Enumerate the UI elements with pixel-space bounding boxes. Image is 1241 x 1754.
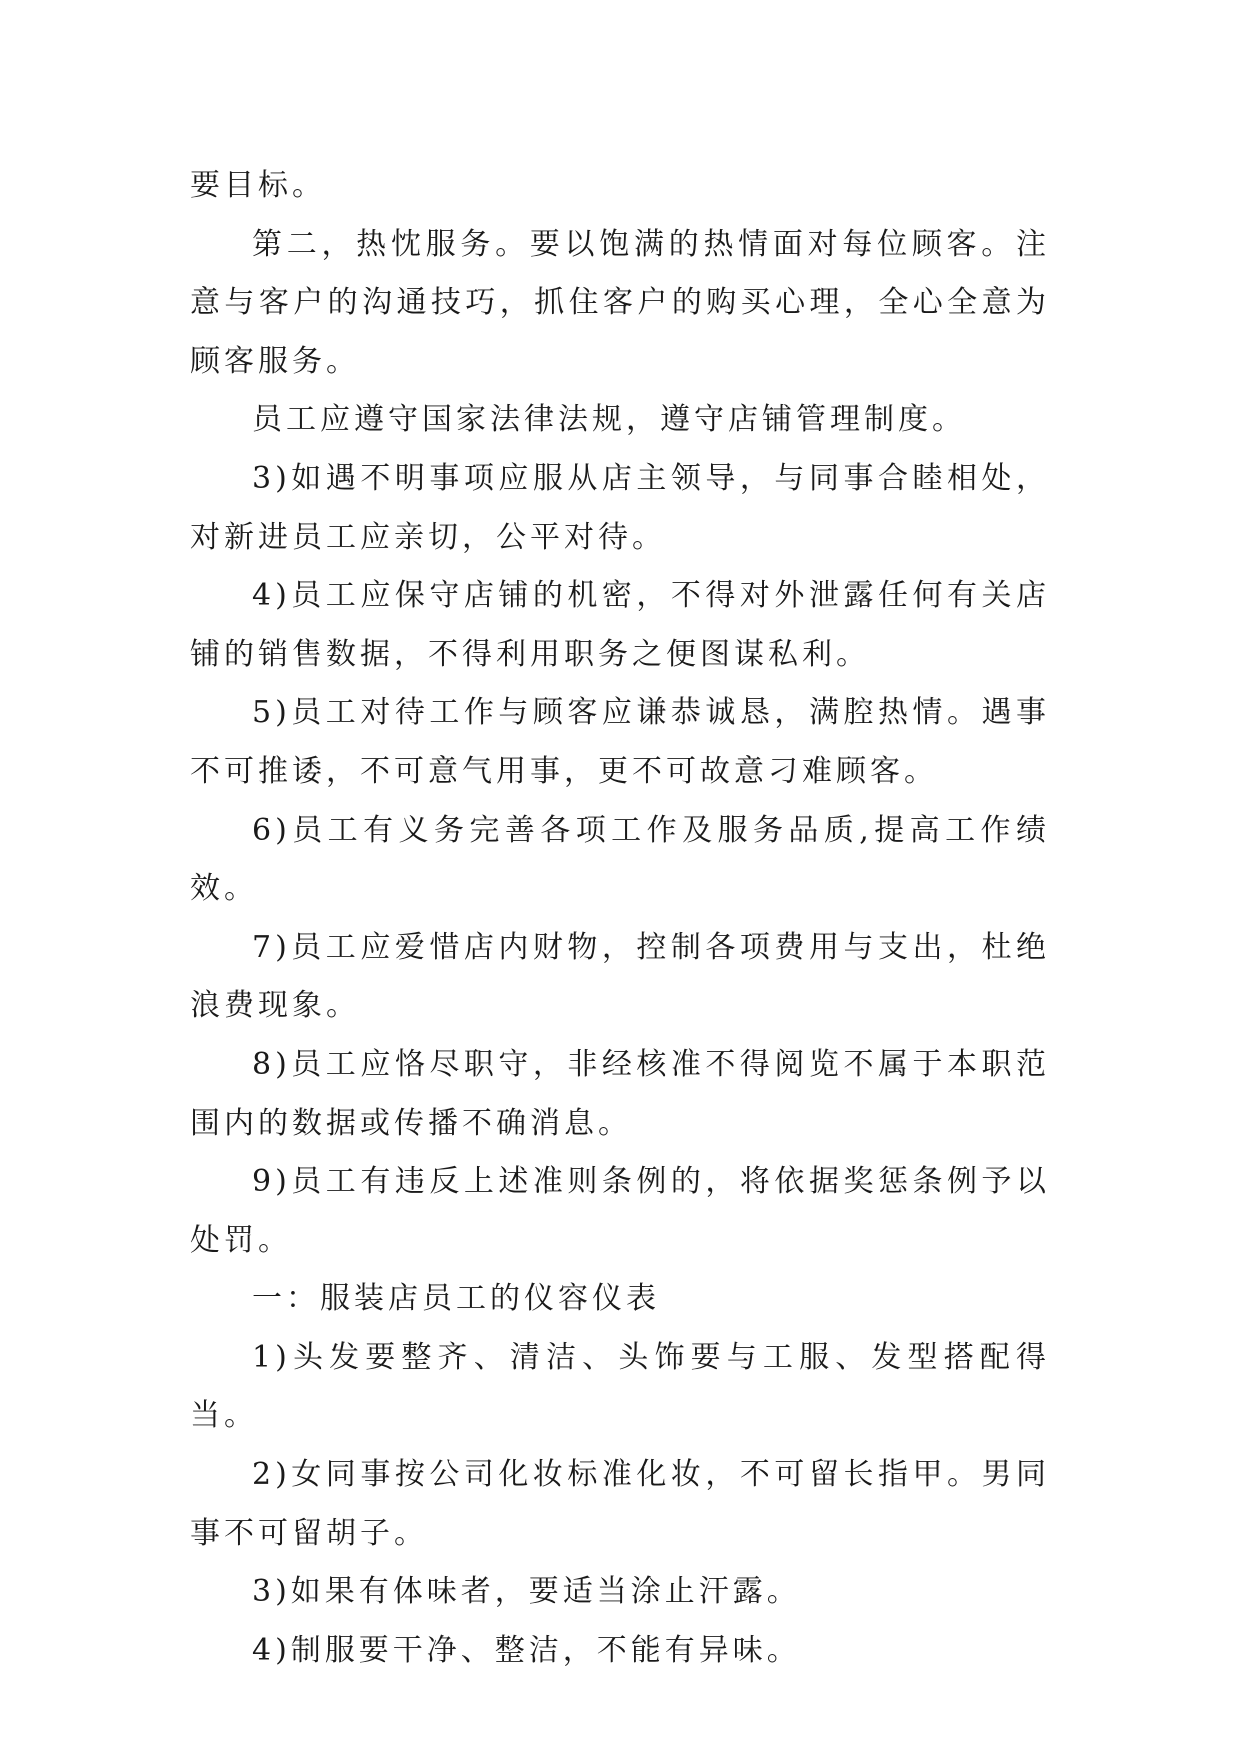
paragraph-12: 2)女同事按公司化妆标准化妆，不可留长指甲。男同事不可留胡子。 — [190, 1457, 1050, 1551]
paragraph-5: 5)员工对待工作与顾客应谦恭诚恳，满腔热情。遇事不可推诿，不可意气用事，更不可故意刁难顾客。 — [190, 695, 1050, 789]
paragraph-9: 9)员工有违反上述准则条例的，将依据奖惩条例予以处罚。 — [190, 1164, 1050, 1258]
paragraph-0: 要目标。 — [190, 168, 326, 203]
paragraph-1: 第二，热忱服务。要以饱满的热情面对每位顾客。注意与客户的沟通技巧，抓住客户的购买心理，全心全意为顾客服务。 — [190, 226, 1050, 379]
paragraph-4: 4)员工应保守店铺的机密，不得对外泄露任何有关店铺的销售数据，不得利用职务之便图谋私利。 — [190, 578, 1050, 672]
paragraph-2: 员工应遵守国家法律法规，遵守店铺管理制度。 — [252, 402, 966, 438]
document-body — [190, 157, 1050, 1680]
paragraph-3: 3)如遇不明事项应服从店主领导，与同事合睦相处，对新进员工应亲切，公平对待。 — [190, 460, 1050, 555]
paragraph-7: 7)员工应爱惜店内财物，控制各项费用与支出，杜绝浪费现象。 — [190, 929, 1050, 1024]
paragraph-14: 4)制服要干净、整洁，不能有异味。 — [252, 1632, 801, 1668]
paragraph-8: 8)员工应恪尽职守，非经核准不得阅览不属于本职范围内的数据或传播不确消息。 — [190, 1046, 1050, 1141]
section-heading: 一：服装店员工的仪容仪表 — [252, 1281, 660, 1317]
paragraph-6: 6)员工有义务完善各项工作及服务品质,提高工作绩效。 — [190, 812, 1050, 907]
paragraph-13: 3)如果有体味者，要适当涂止汗露。 — [252, 1574, 801, 1610]
paragraph-11: 1)头发要整齐、清洁、头饰要与工服、发型搭配得当。 — [190, 1339, 1050, 1434]
